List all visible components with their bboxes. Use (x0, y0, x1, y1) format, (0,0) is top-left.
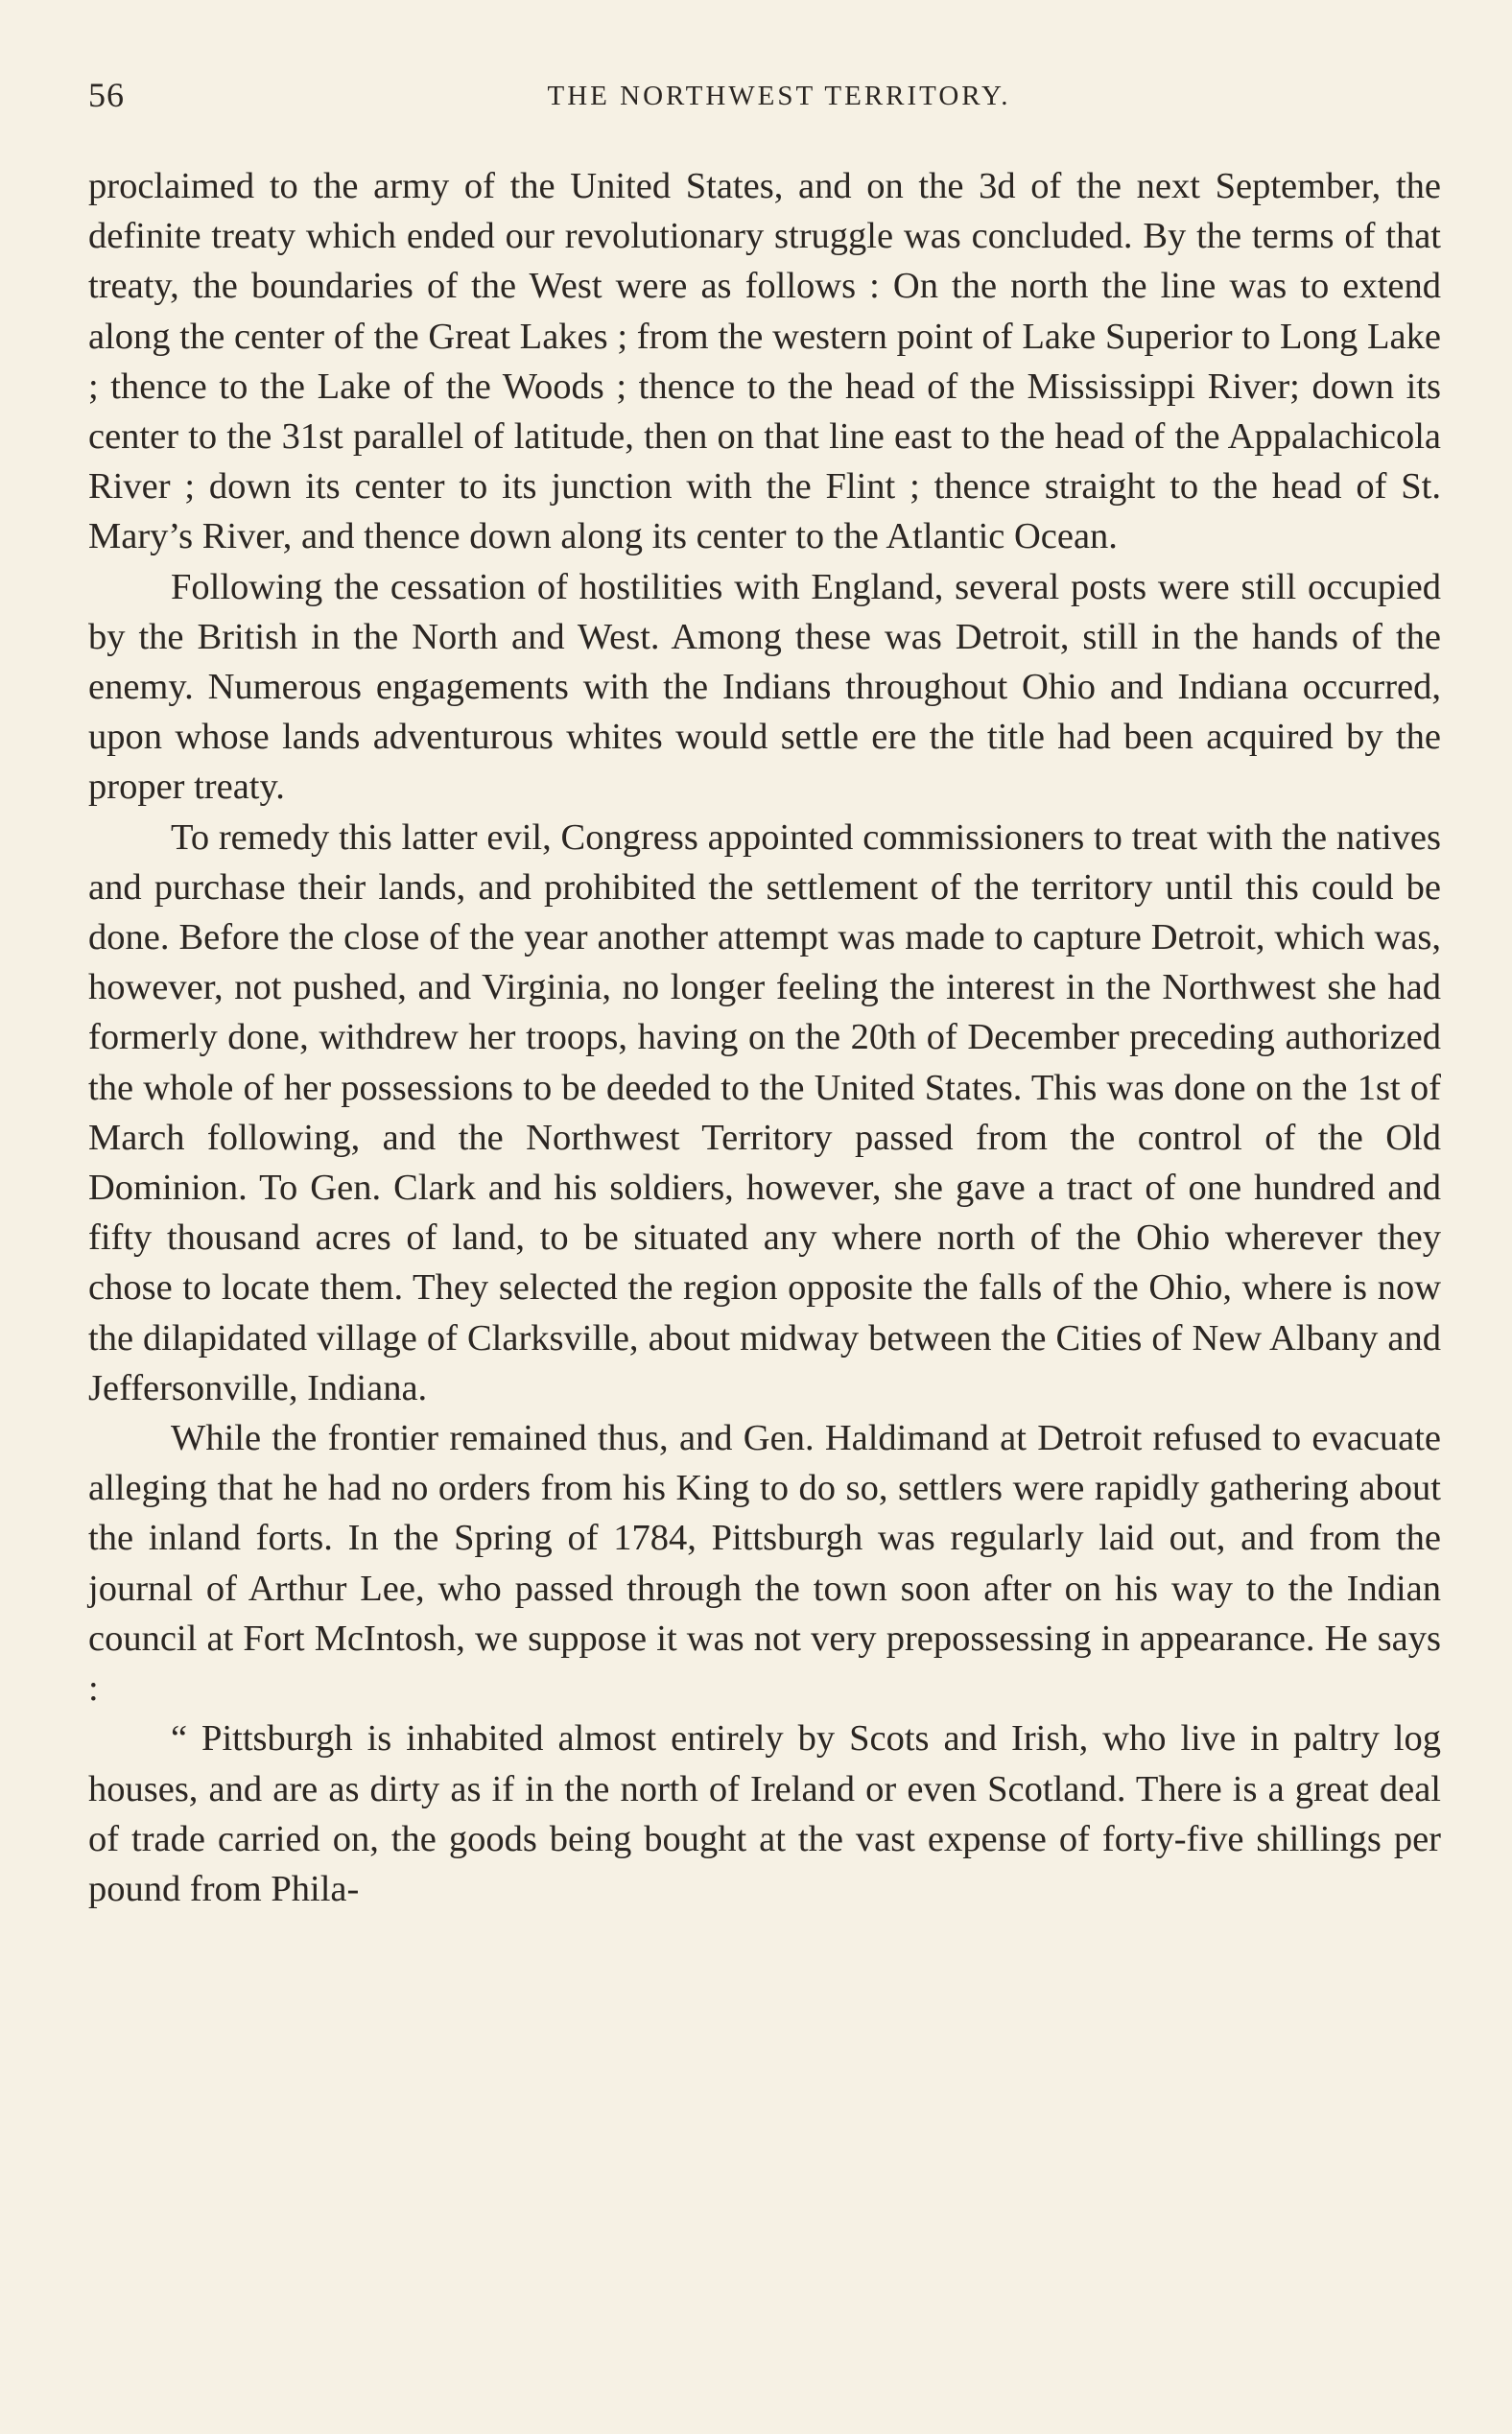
body-text (88, 161, 1441, 1914)
paragraph-british-posts: Following the cessation of hostilities with England, several posts were still occupied by the British in the North and West. Among these was Detroit, still in the hands of the enemy. Numerous engagements with the Indians throughout Ohio and Indiana occurred, upon whose lands adventurous whites would settle ere the title had been acquired by the proper treaty. (88, 566, 1441, 808)
running-head (88, 75, 1441, 123)
page-number: 56 (88, 76, 125, 114)
paragraph-lee-quote: “ Pittsburgh is inhabited almost entirely by Scots and Irish, who live in paltry log houses, and are as dirty as if in the north of Ireland or even Scotland. There is a great deal of trade carried on, the goods being bought at the vast expense of forty-five shillings per pound from Phila- (88, 1718, 1441, 1909)
paragraph-treaty-boundaries: proclaimed to the army of the United States, and on the 3d of the next September, the definite treaty which ended our revolutionary struggle was concluded. By the terms of that treaty, the boundaries of the West were as follows : On the north the line was to extend along the center of the Great Lakes ; from the western point of Lake Superior to Long Lake ; thence to the Lake of the Woods ; thence to the head of the Mississippi River; down its center to the 31st parallel of latitude, then on that line east to the head of the Appalachicola River ; down its center to its junction with the Flint ; thence straight to the head of St. Mary’s River, and thence down along its center to the Atlantic Ocean. (88, 166, 1441, 557)
paragraph-congress-commissioners: To remedy this latter evil, Congress appointed commissioners to treat with the natives and purchase their lands, and prohibited the settlement of the territory until this could be done. Before the close of the year another attempt was made to capture Detroit, which was, however, not pushed, and Virginia, no longer feeling the interest in the Northwest she had formerly done, withdrew her troops, having on the 20th of December preceding authorized the whole of her possessions to be deeded to the United States. This was done on the 1st of March following, and the Northwest Territory passed from the control of the Old Dominion. To Gen. Clark and his soldiers, however, she gave a tract of one hundred and fifty thousand acres of land, to be situated any where north of the Ohio wherever they chose to locate them. They selected the region opposite the falls of the Ohio, where is now the dilapidated village of Clarksville, about midway between the Cities of New Albany and Jeffersonville, Indiana. (88, 816, 1441, 1408)
running-title: THE NORTHWEST TERRITORY. (547, 81, 1011, 111)
paragraph-frontier-pittsburgh: While the frontier remained thus, and Gen. Haldimand at Detroit refused to evacuate alleging that he had no orders from his King to do so, settlers were rapidly gathering about the inland forts. In the Spring of 1784, Pittsburgh was regularly laid out, and from the journal of Arthur Lee, who passed through the town soon after on his way to the Indian council at Fort McIntosh, we suppose it was not very prepossessing in appearance. He says : (88, 1418, 1441, 1710)
